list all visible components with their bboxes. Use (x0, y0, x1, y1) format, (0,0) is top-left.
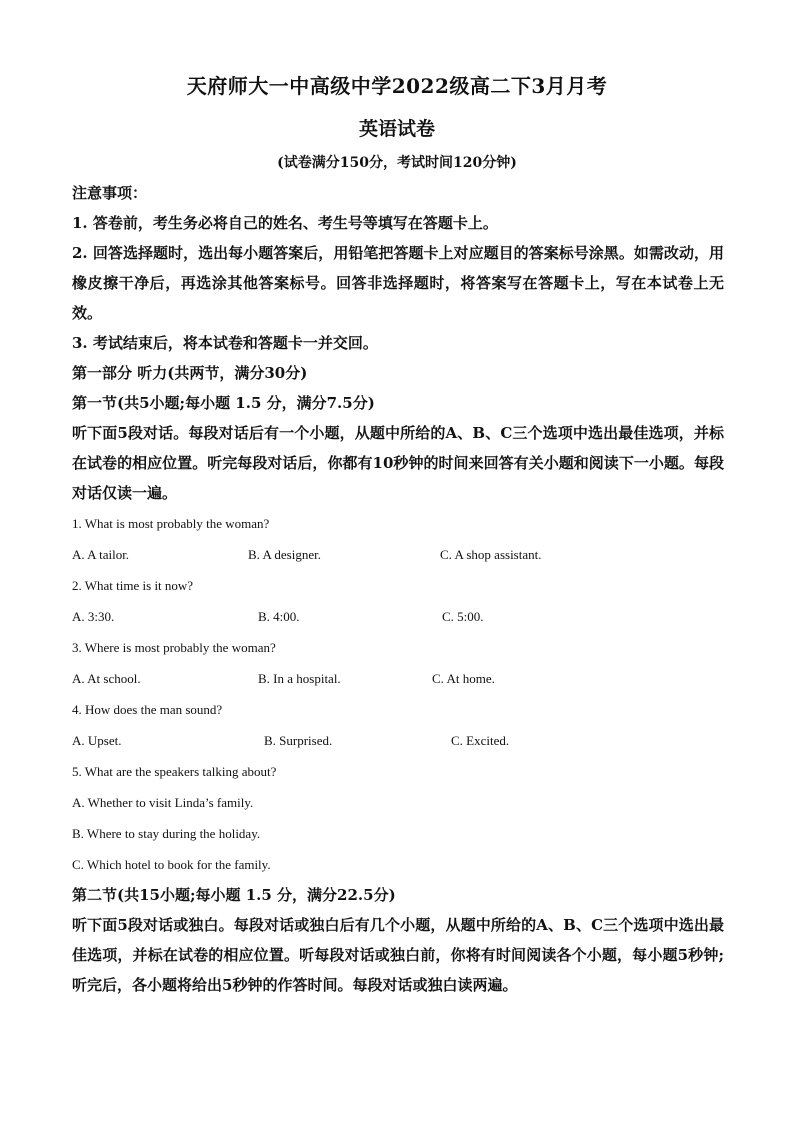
option-c: C. A shop assistant. (440, 547, 542, 562)
section2-directions: 听下面5段对话或独白。每段对话或独白后有几个小题，从题中所给的A、B、C三个选项中选出最佳选项，并标在试卷的相应位置。听每段对话或独白前，你将有时间阅读各个小题，每小题5秒钟;听完后，各小题将给出5秒钟的作答时间。每段对话或独白读两遍。 (72, 916, 724, 994)
question-options (72, 539, 724, 570)
option-b: B. Surprised. (264, 733, 333, 748)
exam-title: 天府师大一中高级中学2022级高二下3月月考 (186, 74, 608, 98)
option-c: C. At home. (432, 671, 495, 686)
section2-heading: 第二节(共15小题;每小题 1.5 分，满分22.5分) (72, 886, 396, 904)
part1-heading: 第一部分 听力(共两节，满分30分) (72, 364, 308, 382)
option-b: B. In a hospital. (258, 671, 341, 686)
option-a: A. Whether to visit Linda’s family. (72, 795, 254, 810)
question-options (72, 663, 724, 694)
exam-note: (试卷满分150分，考试时间120分钟) (277, 155, 517, 171)
question-stem: 4. How does the man sound? (72, 702, 223, 717)
question-stem: 1. What is most probably the woman? (72, 516, 270, 531)
option-b: B. Where to stay during the holiday. (72, 826, 261, 841)
section1-heading: 第一节(共5小题;每小题 1.5 分，满分7.5分) (72, 394, 375, 412)
section1-directions: 听下面5段对话。每段对话后有一个小题，从题中所给的A、B、C三个选项中选出最佳选项，并标在试卷的相应位置。听完每段对话后，你都有10秒钟的时间来回答有关小题和阅读下一小题。每段对话仅读一遍。 (72, 424, 724, 502)
exam-body (72, 178, 724, 1000)
option-a: A. A tailor. (72, 547, 130, 562)
option-c: C. Which hotel to book for the family. (72, 857, 271, 872)
question-options (72, 601, 724, 632)
question-stem: 5. What are the speakers talking about? (72, 764, 277, 779)
question-stem: 3. Where is most probably the woman? (72, 640, 276, 655)
option-c: C. Excited. (451, 733, 510, 748)
exam-subject: 英语试卷 (358, 118, 435, 140)
option-c: C. 5:00. (442, 609, 484, 624)
instruction-item: 3. 考试结束后，将本试卷和答题卡一并交回。 (72, 334, 378, 352)
instructions-heading: 注意事项： (72, 184, 148, 202)
option-a: A. 3:30. (72, 609, 115, 624)
option-a: A. Upset. (72, 733, 122, 748)
question-stem: 2. What time is it now? (72, 578, 194, 593)
instruction-item: 2. 回答选择题时，选出每小题答案后，用铅笔把答题卡上对应题目的答案标号涂黑。如需改动，用橡皮擦干净后，再选涂其他答案标号。回答非选择题时，将答案写在答题卡上，写在本试卷上无效。 (72, 244, 724, 322)
option-b: B. A designer. (248, 547, 321, 562)
option-a: A. At school. (72, 671, 141, 686)
instruction-item: 1. 答卷前，考生务必将自己的姓名、考生号等填写在答题卡上。 (72, 214, 498, 232)
option-b: B. 4:00. (258, 609, 300, 624)
question-options (72, 725, 724, 756)
